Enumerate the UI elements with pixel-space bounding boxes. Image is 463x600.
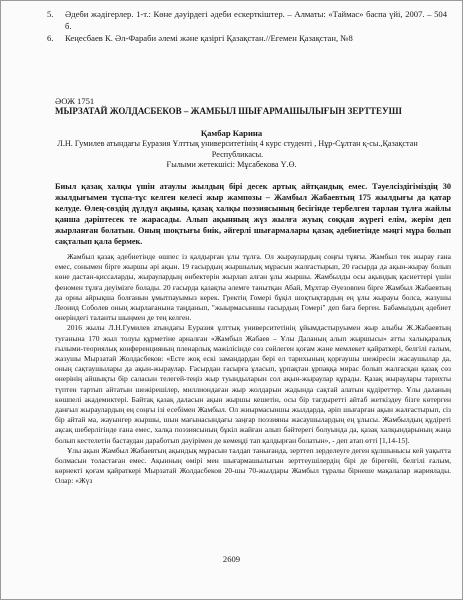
reference-item <box>47 33 447 45</box>
udc-code: ӘОЖ 1751 <box>55 96 95 106</box>
body-paragraph: Жамбыл қазақ әдебиетінде өшпес із қалдырған ұлы тұлға. Ол жыраулардың соңғы тұяғы. Жамбыл тек жырау ғана емес, сонымен бірге жыршы әрі ақын. 19 ғасырдың жыршылық мұрасын жалғастырып, 20 ғасырда да ақын-жырау болып көне дастан-қиссаларды, жыраулардың өнбектерін жырлап алған ұлы жыршы. Жамбылды осы ақындық қасиеттері үшін феномен тұлға деуімізге болады. 20 ғасырда қазақты әлемге танытқан Абай, Мұхтар Әуезовпен бірге Жамбыл Жабаевтың да орны айрықша болғанын ұмытпауымыз керек. Гректің Гомері бұқіл шоқтықтардың ең ұлы жырауы болса, жазушы Леонид Соболев оның жырлағанына таңданып, "жыырмасыншы ғасырдың Гомері" деп баға берген. Бабамыздың әдебиет өнеріндегі таланты шыңмен де тең келген. <box>55 252 451 323</box>
reference-number: 6. <box>47 33 54 44</box>
author-name: Қамбар Карина <box>200 128 263 138</box>
page-number: 2609 <box>222 554 241 564</box>
reference-number: 5. <box>47 9 54 19</box>
body-paragraph: Ұлы ақын Жамбыл Жабаевтың ақындық мұрасын талдап танығанда, зерттеп зерделеуге деген құлшынысы кей уақытта болмасын толастаған емес. Ақынның өмірі мен шығармашылығын зерттеушілердің бірі де бірегейі, белгілі ғалым, көрнекті қоғам қайраткері Мырзатай Жолдасбеков 20-шы 70-жылдары Жамбыл тұралы бірнеше мақалалар жариялады. Олар: «Жүз <box>55 445 451 486</box>
reference-list <box>47 9 447 46</box>
abstract: Биыл қазақ халқы үшін атаулы жылдың бірі десек артық айтқандық емес. Тәуелсіздігіміздің 30 жылдығымен тұспа-тұс келген келесі жыр жампозы – Жамбыл Жабаевтың 175 жылдығы да қатар келуде. Өлең-сөздің дүлдүл ақыны, қазақ халқы поэзиясының бесігінде тербелген тарлан тұлға жайлы қанша дәріптесек те жарасады. Алып ақынның жүз жылға жуық соққан жүрегі елім, жерім деп жырланған болатын. Оның шоқтығы биік, әйгерлі шығармалары қазақ әдебиетінде мәңгі мұра болып сақталып қала бермек. <box>55 182 451 247</box>
scientific-supervisor: Ғылыми жетекшісі: Мұсабекова Ү.Ө. <box>166 160 297 169</box>
reference-item <box>47 9 447 32</box>
article-body <box>55 252 451 487</box>
author-affiliation: Л.Н. Гумилев атындағы Еуразия Ұлттық университетінің 4 курс студенті , Нұр-Сұлтан қ-сы.,Қазақстан Республикасы. <box>57 139 418 159</box>
body-paragraph: 2016 жылы Л.Н.Гумилев атындағы Еуразия ұлттық университетінің ұйымдастыруымен жыр алыбы Ж.Жабаевтың туғанына 170 жыл толуы құрметіне арналған «Жамбыл Жабаев – Ұлы Даланың алып жыршысы» атты халықаралық ғылыми-теориялық конференцияның пленарлық мәжілісінде сөз сөйлеген қоғам және мемлекет қайраткері, белгілі ғалым, жазушы Мырзатай Жолдасбеков: «Есте жоқ ескі замандардан бері ел тарихының қорғаушы шежіресін жасаушылар да, оның сақтаушылары да ақын-жыраулар. Ғасырдан ғасырға ұласып, ұрпақтан ұрпаққа мирас болып жалғасқан қазақ сөз өнерінің айшықты бір саласын телегей-теңіз жыр туындыларын сол ақын-жыраулар құрады. Қазақ жыраулары тарихты түптен тартып айтатын шежірешілер, миллиондаған жыр жолдарын жадында сақтай алатын құдіреттер. Ұлы даланың көшпелі академиктері. Байтақ қазақ даласын ақын жыршы кешетін, осы бір тағдыретті айтаб жеткіздеу бізге көтерген данғыл жыраулардың ең соңғы ізі есебімен Жамбыл. Ол жиырмасыншы жылдарда, әріп шығарған ақын жалғастырып, сіз бір айтай ма, жауынгер жыршы, шын мағынасындағы заңғар поэзияны жасаушылардың ең ұлысы. Жамбылдың құдіреті ақсақ шеберлігінде ғана емес, халқа поэзиясының бұкіл жайған алып бәйтерегі болуында да, қазақ халқындарының жаңа болып кестелетін бастаудан даработып дәуірімен де кемеңді тап қалдырған болатын», - деп атап өтті [1,14-15]. <box>55 323 451 445</box>
reference-text: Әдеби жәдігерлер. 1-т.: Көне дәуірдегі әдеби ескерткіштер. – Алматы: «Таймас» баспа үйі, 2007. – 504 б. <box>65 9 447 31</box>
article-title: МЫРЗАТАЙ ЖОЛДАСБЕКОВ – ЖАМБЫЛ ШЫҒАРМАШЫЛЫҒЫН ЗЕРТТЕУШІ <box>55 106 402 116</box>
reference-text: Кеңесбаев К. Әл-Фараби әлемі және қазіргі Қазақстан.//Егемен Қазақстан, №8 <box>65 33 353 44</box>
